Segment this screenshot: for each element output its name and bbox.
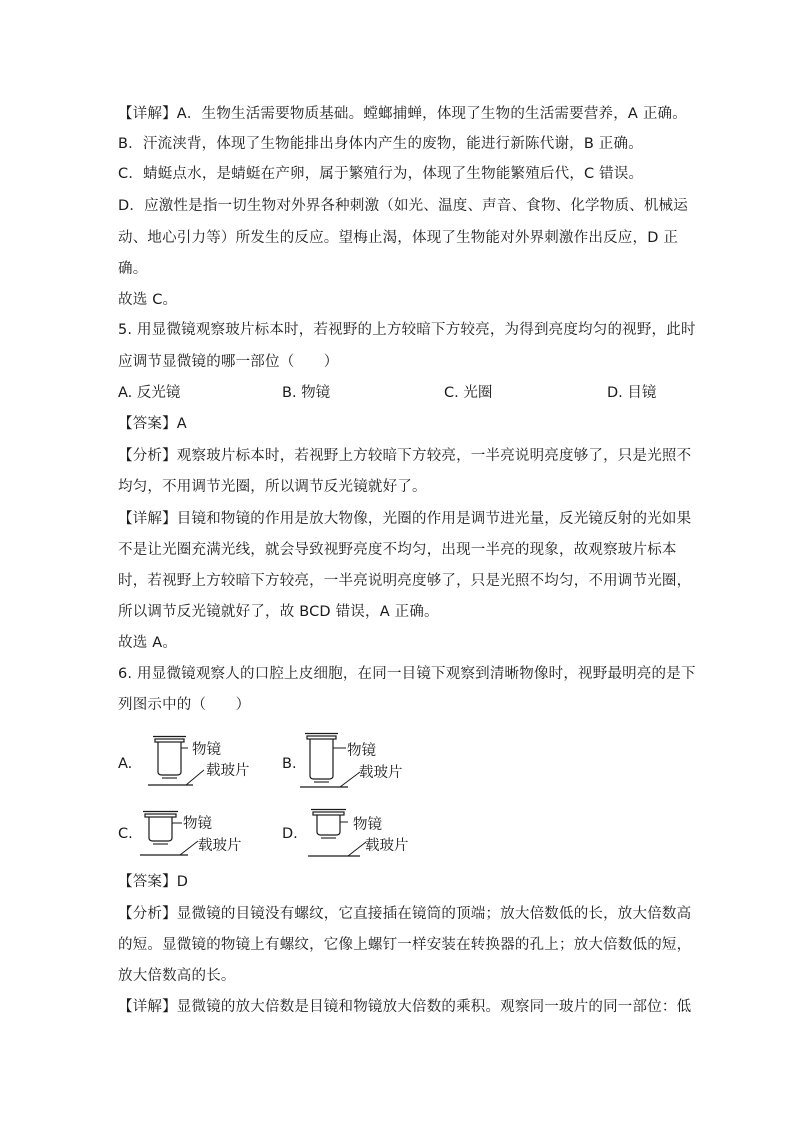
figure-d-objective-label: 物镜 [353,817,382,833]
figure-d-slide-label: 载玻片 [365,838,409,854]
analysis-6: 放大倍数高的长。 [118,968,236,984]
figure-a-letter: A. [118,756,133,772]
figure-c-letter: C. [118,826,133,842]
figure-b-objective-label: 物镜 [347,743,376,759]
text-line: 动、地心引力等）所发生的反应。望梅止渴，体现了生物能对外界刺激作出反应，D 正 [118,230,679,246]
figure-a-objective-label: 物镜 [192,742,221,758]
analysis-5: 均匀，不用调节光圈，所以调节反光镜就好了。 [118,479,427,495]
text-line: B．汗流浃背，体现了生物能排出身体内产生的废物，能进行新陈代谢，B 正确。 [118,136,643,152]
answer-5: 【答案】A [118,416,187,432]
text-line: D．应激性是指一切生物对外界各种刺激（如光、温度、声音、食物、化学物质、机械运 [118,198,688,214]
text-line: C．蜻蜓点水，是蜻蜓在产卵，属于繁殖行为，体现了生物能繁殖后代，C 错误。 [118,166,644,182]
answer-6: 【答案】D [118,874,189,890]
analysis-6: 的短。显微镜的物镜上有螺纹，它像上螺钉一样安装在转换器的孔上；放大倍数低的短， [118,937,692,953]
figure-d-letter: D. [282,826,298,842]
select-5: 故选 A。 [118,635,178,651]
detail-5: 时，若视野上方较暗下方较亮，一半亮说明亮度够了，只是光照不均匀，不用调节光圈， [118,573,692,589]
detail-5: 不是让光圈充满光线，就会导致视野亮度不均匀，出现一半亮的现象，故观察玻片标本 [118,542,677,558]
q5-option-d: D. 目镜 [607,385,657,401]
text-line: 确。 [118,261,148,277]
q5-option-a: A. 反光镜 [118,385,181,401]
analysis-5: 【分析】观察玻片标本时，若视野上方较暗下方较亮，一半亮说明亮度够了，只是光照不 [118,448,692,464]
detail-6: 【详解】显微镜的放大倍数是目镜和物镜放大倍数的乘积。观察同一玻片的同一部位：低 [118,999,692,1015]
figure-b-letter: B. [282,756,297,772]
figure-c-objective-label: 物镜 [183,816,212,832]
figure-c-slide-label: 载玻片 [198,838,242,854]
question-5-stem: 应调节显微镜的哪一部位（ ） [118,354,339,370]
detail-5: 【详解】目镜和物镜的作用是放大物像，光圈的作用是调节进光量，反光镜反射的光如果 [118,511,692,527]
text-line: 【详解】A．生物生活需要物质基础。螳螂捕蝉，体现了生物的生活需要营养，A 正确。 [118,106,687,122]
q5-option-b: B. 物镜 [282,385,331,401]
analysis-6: 【分析】显微镜的目镜没有螺纹，它直接插在镜筒的顶端；放大倍数低的长，放大倍数高 [118,906,692,922]
detail-5: 所以调节反光镜就好了，故 BCD 错误，A 正确。 [118,604,439,620]
figure-b-slide-label: 载玻片 [359,765,403,781]
question-5-stem: 5. 用显微镜观察玻片标本时，若视野的上方较暗下方较亮，为得到亮度均匀的视野，此时 [118,322,696,338]
figure-a-slide-label: 载玻片 [206,763,250,779]
q5-option-c: C. 光圈 [444,385,493,401]
question-6-stem: 6. 用显微镜观察人的口腔上皮细胞，在同一目镜下观察到清晰物像时，视野最明亮的是下 [118,666,696,682]
text-line: 故选 C。 [118,292,178,308]
question-6-stem: 列图示中的（ ） [118,697,251,713]
